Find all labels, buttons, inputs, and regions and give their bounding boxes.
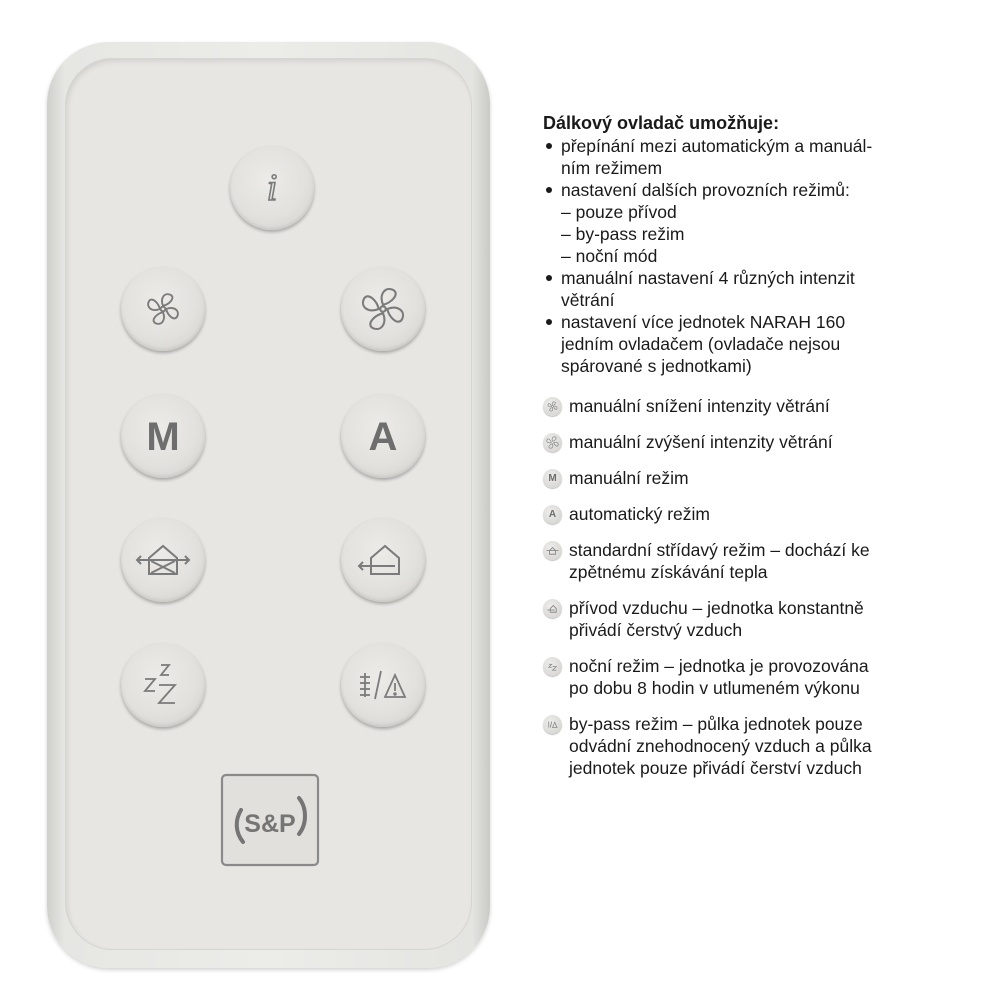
panel-heading: Dálkový ovladač umožňuje: xyxy=(543,113,780,133)
sleep-zzz-icon xyxy=(543,657,562,676)
bypass-alarm-button[interactable] xyxy=(341,643,425,727)
button-legend xyxy=(543,395,983,779)
mode-sublist xyxy=(561,201,983,267)
feature-item: nastavení dalších provozních režimů: – pouze přívod – by-pass režim – noční mód xyxy=(543,179,983,267)
fan-increase-button[interactable] xyxy=(341,267,425,351)
feature-item: manuální nastavení 4 různých intenzit větrání xyxy=(543,267,983,311)
legend-item: noční režim – jednotka je provozována po dobu 8 hodin v utlumeném výkonu xyxy=(543,655,983,699)
house-inward-arrow-icon xyxy=(351,528,415,592)
letter-m-icon xyxy=(131,404,195,468)
svg-text:M: M xyxy=(146,415,180,459)
info-panel xyxy=(543,112,983,793)
fan-decrease-button[interactable] xyxy=(121,267,205,351)
legend-item: A automatický režim xyxy=(543,503,983,525)
auto-mode-button[interactable] xyxy=(341,394,425,478)
legend-item: přívod vzduchu – jednotka konstantně přivádí čerstvý vzduch xyxy=(543,597,983,641)
letter-a-icon: A xyxy=(543,505,562,524)
sp-logo-icon xyxy=(219,772,321,868)
large-fan-icon xyxy=(351,277,415,341)
legend-item: manuální snížení intenzity větrání xyxy=(543,395,983,417)
svg-text:i: i xyxy=(266,167,278,209)
house-inward-arrow-icon xyxy=(543,599,562,618)
small-fan-icon xyxy=(543,397,562,416)
mode-subitem: – pouze přívod xyxy=(561,202,677,222)
supply-air-button[interactable] xyxy=(341,518,425,602)
svg-text:A: A xyxy=(368,415,398,459)
info-button[interactable] xyxy=(230,146,314,230)
alternating-mode-button[interactable] xyxy=(121,518,205,602)
small-fan-icon xyxy=(131,277,195,341)
legend-item: standardní střídavý režim – dochází ke zpětnému získávání tepla xyxy=(543,539,983,583)
house-two-way-arrows-icon xyxy=(543,541,562,560)
feature-list xyxy=(543,135,983,377)
night-mode-button[interactable] xyxy=(121,643,205,727)
svg-text:S&P: S&P xyxy=(244,810,296,838)
info-icon xyxy=(240,156,304,220)
large-fan-icon xyxy=(543,433,562,452)
legend-item: manuální zvýšení intenzity větrání xyxy=(543,431,983,453)
bypass-warning-icon xyxy=(543,715,562,734)
feature-item: nastavení více jednotek NARAH 160 jedním ovladačem (ovladače nejsou spárované s jednotkami) xyxy=(543,311,983,377)
manual-mode-button[interactable] xyxy=(121,394,205,478)
mode-subitem: – noční mód xyxy=(561,246,658,266)
legend-item: by-pass režim – půlka jednotek pouze odvádní znehodnocený vzduch a půlka jednotek pouze přivádí čerství vzduch xyxy=(543,713,983,779)
house-two-way-arrows-icon xyxy=(131,528,195,592)
letter-m-icon: M xyxy=(543,469,562,488)
brand-logo xyxy=(219,772,321,868)
mode-subitem: – by-pass režim xyxy=(561,224,685,244)
letter-a-icon xyxy=(351,404,415,468)
legend-item: M manuální režim xyxy=(543,467,983,489)
feature-item: přepínání mezi automatickým a manuál- ním režimem xyxy=(543,135,983,179)
sleep-zzz-icon xyxy=(131,653,195,717)
bypass-warning-icon xyxy=(351,653,415,717)
